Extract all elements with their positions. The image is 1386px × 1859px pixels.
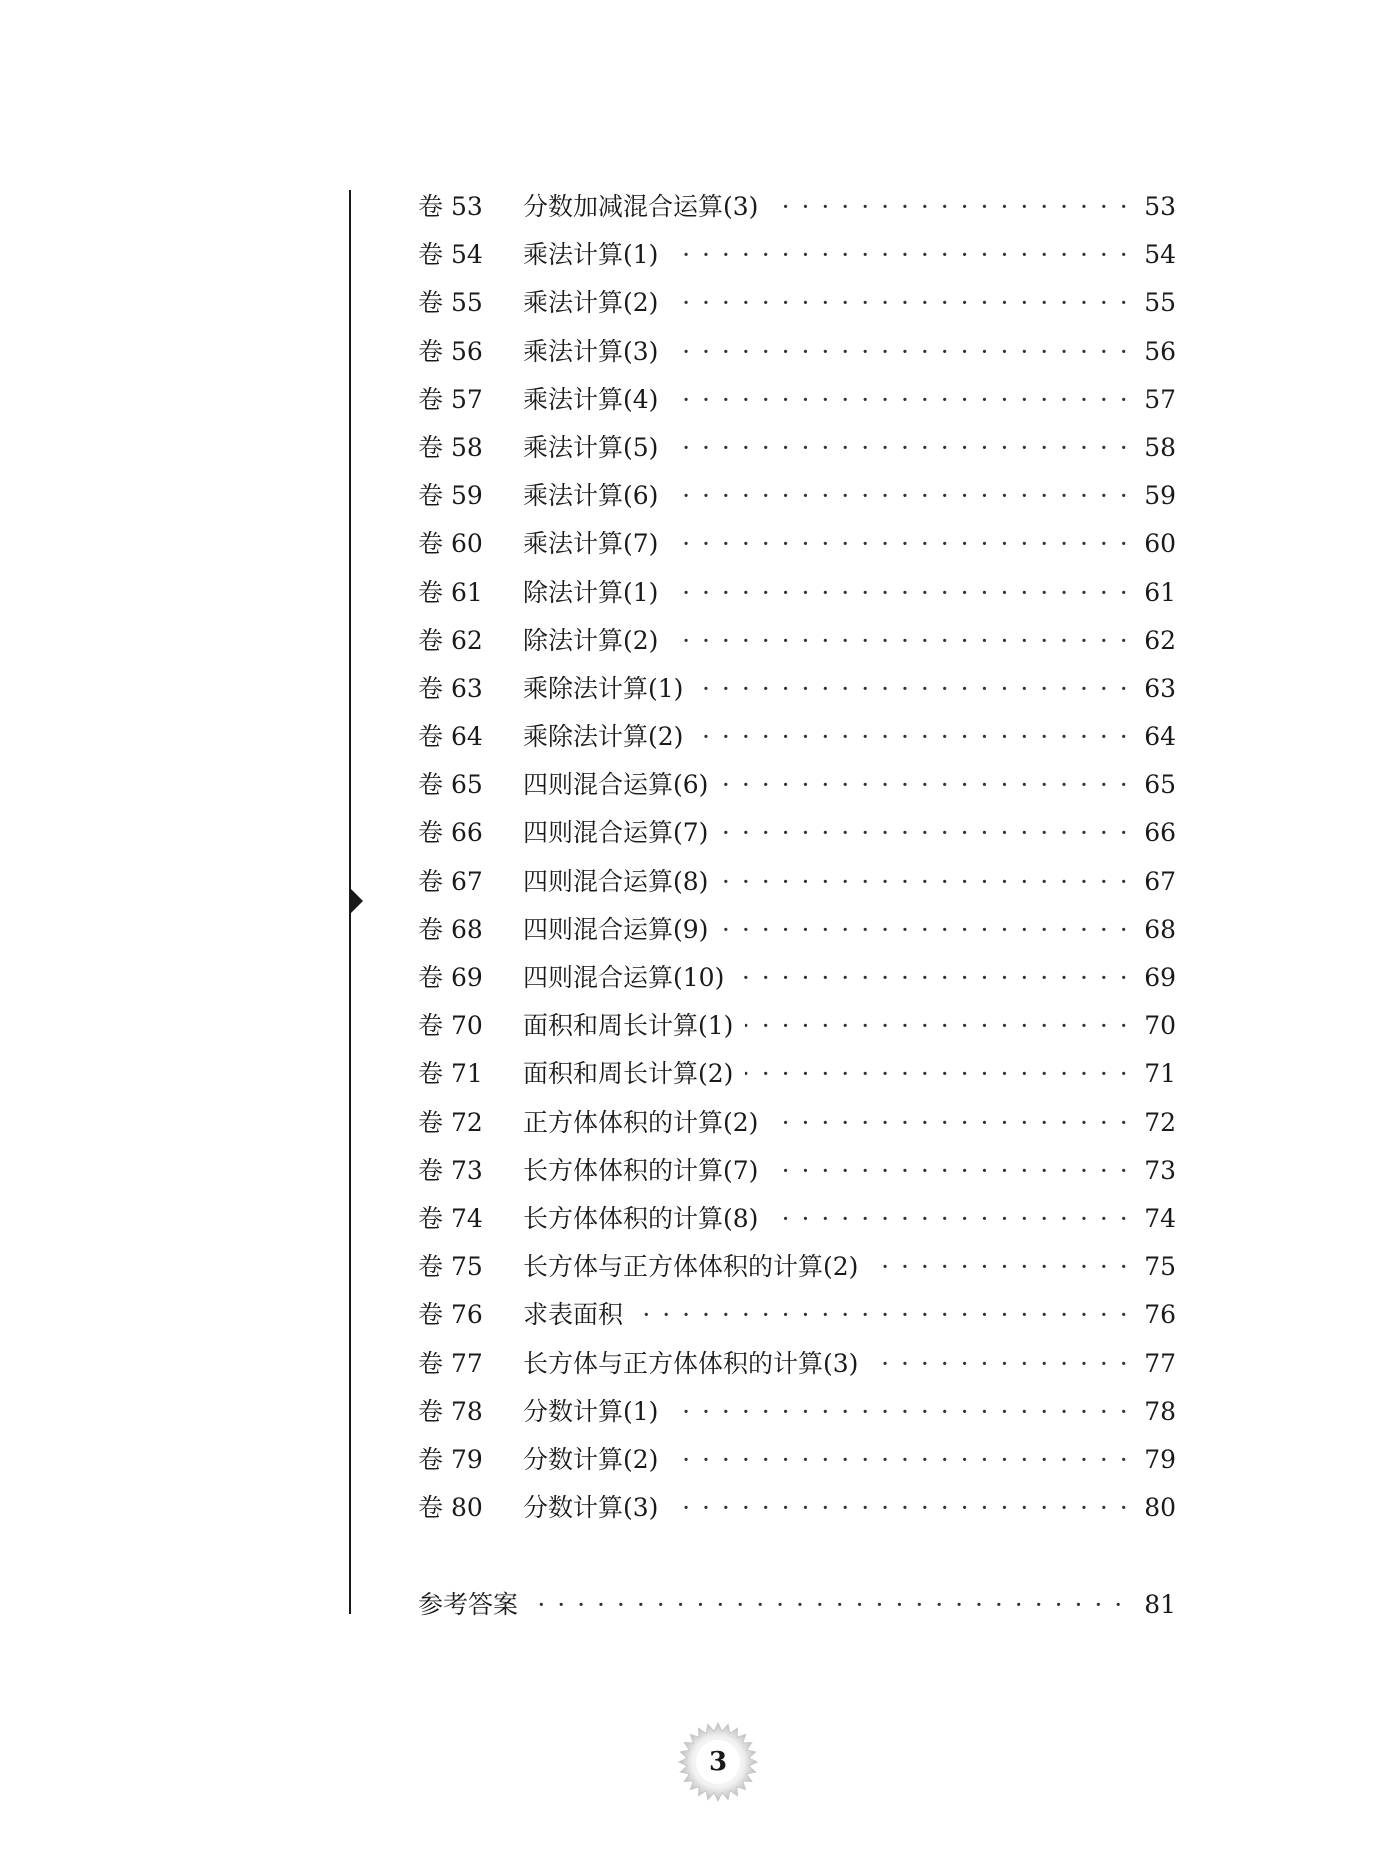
page-footer	[678, 1722, 758, 1802]
toc-entry[interactable]	[418, 231, 1176, 279]
entry-page-number: 70	[1134, 1002, 1176, 1050]
volume-label: 卷 68	[418, 914, 483, 944]
entry-page-number: 74	[1134, 1195, 1176, 1243]
entry-title: 四则混合运算(6)	[523, 761, 720, 809]
toc-entry[interactable]	[418, 809, 1176, 857]
toc-entry-answers[interactable]	[418, 1581, 1176, 1629]
entry-page-number: 57	[1134, 376, 1176, 424]
volume-label: 卷 65	[418, 770, 483, 800]
toc-entry[interactable]	[418, 1050, 1176, 1098]
entry-title: 乘法计算(3)	[523, 328, 670, 376]
volume-label: 卷 62	[418, 625, 483, 655]
entry-page-number: 60	[1134, 520, 1176, 568]
entry-page-number: 59	[1134, 472, 1176, 520]
entry-page-number: 64	[1134, 713, 1176, 761]
volume-label: 卷 53	[418, 192, 483, 221]
entry-title: 乘法计算(2)	[523, 279, 670, 327]
volume-label: 卷 71	[418, 1059, 483, 1089]
toc-entry[interactable]	[418, 1340, 1176, 1388]
entry-page-number: 54	[1134, 231, 1176, 279]
entry-title: 长方体与正方体体积的计算(3)	[523, 1340, 870, 1388]
toc-entry[interactable]	[418, 1099, 1176, 1147]
entry-page-number: 55	[1134, 279, 1176, 327]
volume-label: 卷 74	[418, 1203, 483, 1233]
entry-title: 求表面积	[523, 1291, 635, 1339]
toc-entry[interactable]	[418, 472, 1176, 520]
entry-title: 四则混合运算(7)	[523, 809, 720, 857]
entry-title: 乘法计算(4)	[523, 376, 670, 424]
toc-entry[interactable]	[418, 376, 1176, 424]
volume-label: 卷 70	[418, 1011, 483, 1041]
toc-entry[interactable]	[418, 906, 1176, 954]
answers-page-number: 81	[1134, 1581, 1176, 1629]
entry-title: 四则混合运算(8)	[523, 858, 720, 906]
entry-title: 分数计算(3)	[523, 1484, 670, 1532]
entry-title: 乘除法计算(1)	[523, 665, 695, 713]
entry-title: 正方体体积的计算(2)	[523, 1099, 770, 1147]
toc-entry[interactable]	[418, 569, 1176, 617]
volume-label: 卷 57	[418, 384, 483, 414]
entry-page-number: 78	[1134, 1388, 1176, 1436]
toc-entry[interactable]	[418, 858, 1176, 906]
toc-entry[interactable]	[418, 1195, 1176, 1243]
volume-label: 卷 54	[418, 240, 483, 270]
answers-title: 参考答案	[418, 1581, 530, 1629]
entry-title: 乘法计算(1)	[523, 231, 670, 279]
volume-label: 卷 69	[418, 963, 483, 992]
toc-entry[interactable]	[418, 328, 1176, 376]
volume-label: 卷 56	[418, 336, 483, 366]
toc-entry[interactable]	[418, 424, 1176, 472]
toc-entry[interactable]	[418, 1291, 1176, 1339]
entry-page-number: 69	[1134, 954, 1176, 1002]
entry-title: 面积和周长计算(1)	[523, 1002, 745, 1050]
volume-label: 卷 63	[418, 673, 483, 703]
entry-page-number: 61	[1134, 569, 1176, 617]
toc-entry[interactable]	[418, 617, 1176, 665]
toc-entry[interactable]	[418, 1147, 1176, 1195]
entry-title: 面积和周长计算(2)	[523, 1050, 745, 1098]
entry-title: 乘法计算(5)	[523, 424, 670, 472]
entry-title: 长方体体积的计算(7)	[523, 1147, 770, 1195]
volume-label: 卷 67	[418, 866, 483, 896]
entry-page-number: 80	[1134, 1484, 1176, 1532]
entry-page-number: 56	[1134, 328, 1176, 376]
volume-label: 卷 55	[418, 288, 483, 318]
page-number: 3	[708, 1747, 728, 1777]
triangle-marker-icon	[350, 888, 363, 914]
entry-title: 四则混合运算(10)	[523, 954, 736, 1002]
volume-label: 卷 78	[418, 1396, 483, 1426]
entry-page-number: 63	[1134, 665, 1176, 713]
toc-entry[interactable]	[418, 665, 1176, 713]
entry-page-number: 73	[1134, 1147, 1176, 1195]
entry-page-number: 58	[1134, 424, 1176, 472]
entry-page-number: 77	[1134, 1340, 1176, 1388]
volume-label: 卷 76	[418, 1300, 483, 1330]
volume-label: 卷 79	[418, 1444, 483, 1474]
entry-title: 除法计算(2)	[523, 617, 670, 665]
toc-entry[interactable]	[418, 1002, 1176, 1050]
entry-title: 分数计算(2)	[523, 1436, 670, 1484]
entry-page-number: 68	[1134, 906, 1176, 954]
toc-entry[interactable]	[418, 713, 1176, 761]
entry-page-number: 75	[1134, 1243, 1176, 1291]
entry-page-number: 72	[1134, 1099, 1176, 1147]
toc-entry[interactable]	[418, 1436, 1176, 1484]
entry-title: 乘除法计算(2)	[523, 713, 695, 761]
entry-page-number: 66	[1134, 809, 1176, 857]
entry-page-number: 62	[1134, 617, 1176, 665]
entry-title: 四则混合运算(9)	[523, 906, 720, 954]
entry-title: 分数计算(1)	[523, 1388, 670, 1436]
toc-entry[interactable]	[418, 520, 1176, 568]
entry-title: 除法计算(1)	[523, 569, 670, 617]
toc-entry[interactable]	[418, 183, 1176, 231]
toc-entry[interactable]	[418, 761, 1176, 809]
entry-page-number: 65	[1134, 761, 1176, 809]
entry-page-number: 71	[1134, 1050, 1176, 1098]
toc-entry[interactable]	[418, 1484, 1176, 1532]
volume-label: 卷 80	[418, 1493, 483, 1523]
toc-entry[interactable]	[418, 1388, 1176, 1436]
toc-entry[interactable]	[418, 279, 1176, 327]
volume-label: 卷 75	[418, 1252, 483, 1282]
volume-label: 卷 60	[418, 529, 483, 559]
entry-title: 乘法计算(7)	[523, 520, 670, 568]
entry-title: 长方体体积的计算(8)	[523, 1195, 770, 1243]
volume-label: 卷 73	[418, 1155, 483, 1185]
entry-page-number: 79	[1134, 1436, 1176, 1484]
volume-label: 卷 66	[418, 818, 483, 848]
entry-title: 长方体与正方体体积的计算(2)	[523, 1243, 870, 1291]
table-of-contents	[418, 183, 1176, 1532]
entry-page-number: 53	[1134, 183, 1176, 231]
volume-label: 卷 59	[418, 481, 483, 511]
volume-label: 卷 64	[418, 722, 483, 752]
volume-label: 卷 77	[418, 1348, 483, 1378]
entry-title: 乘法计算(6)	[523, 472, 670, 520]
toc-entry[interactable]	[418, 1243, 1176, 1291]
entry-title: 分数加减混合运算(3)	[523, 183, 770, 231]
entry-page-number: 67	[1134, 858, 1176, 906]
volume-label: 卷 72	[418, 1107, 483, 1137]
entry-page-number: 76	[1134, 1291, 1176, 1339]
volume-label: 卷 61	[418, 577, 483, 607]
toc-entry[interactable]	[418, 954, 1176, 1002]
volume-label: 卷 58	[418, 432, 483, 462]
